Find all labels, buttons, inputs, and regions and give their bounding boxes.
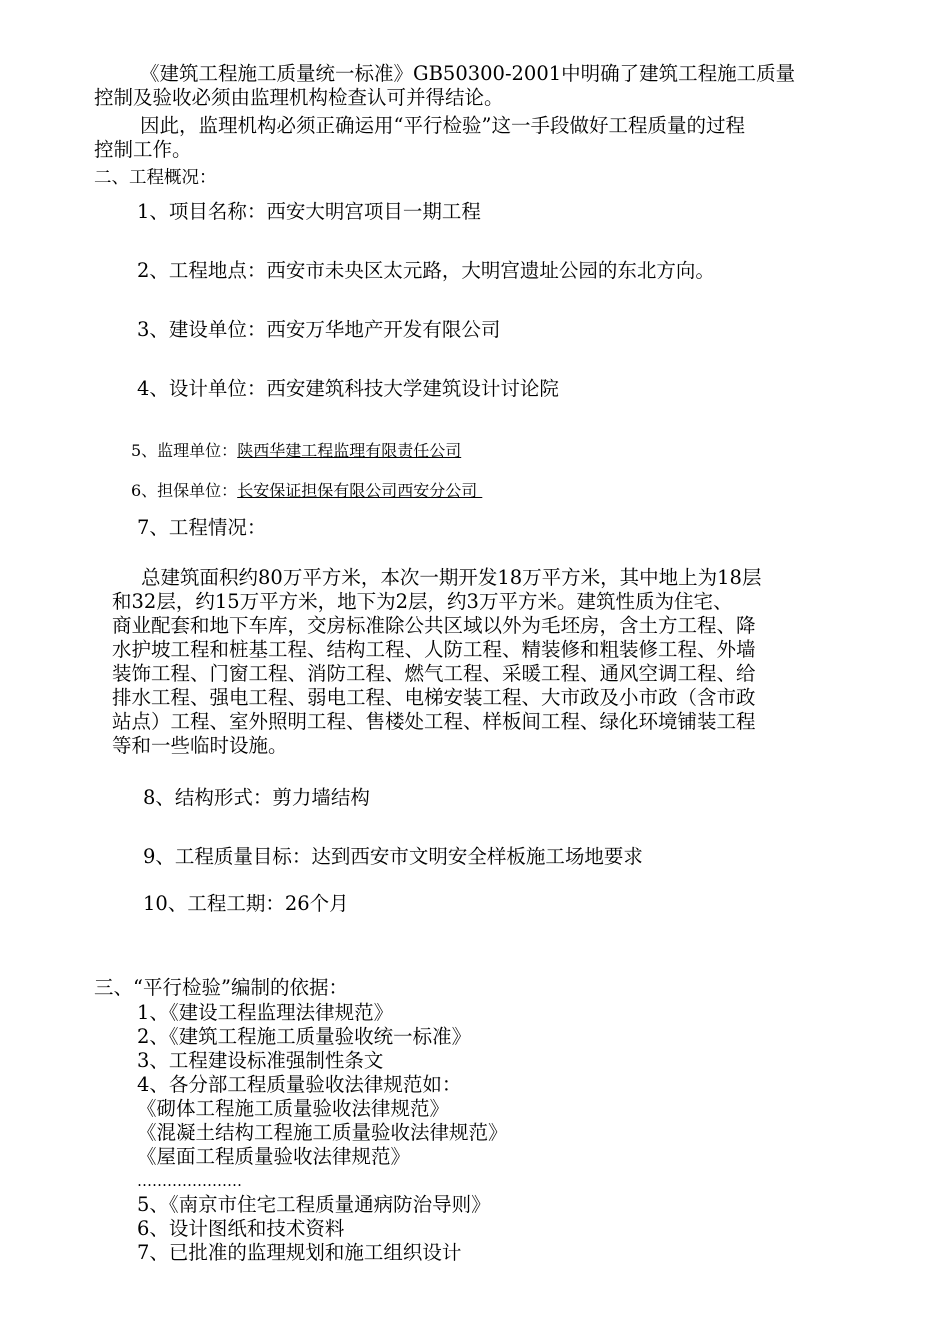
basis-item: 1、《建设工程监理法律规范》: [137, 1001, 394, 1024]
description-line: 站点）工程、室外照明工程、售楼处工程、样板间工程、绿化环境铺装工程: [112, 710, 756, 733]
overview-item-location: 2、工程地点：西安市未央区太元路，大明宫遗址公园的东北方向。: [137, 259, 715, 282]
section-heading-overview: 二、工程概况：: [94, 168, 217, 188]
description-line: 和32层，约15万平方米，地下为2层，约3万平方米。建筑性质为住宅、: [112, 590, 733, 613]
guarantor-value: 长安保证担保有限公司西安分公司: [237, 481, 483, 500]
basis-sub-item: 《砌体工程施工质量验收法律规范》: [137, 1097, 450, 1120]
overview-item-designer: 4、设计单位：西安建筑科技大学建筑设计讨论院: [137, 377, 559, 400]
intro-paragraph-1: [94, 62, 795, 110]
overview-item-quality-target: 9、工程质量目标：达到西安市文明安全样板施工场地要求: [143, 845, 643, 868]
description-line: 装饰工程、门窗工程、消防工程、燃气工程、采暖工程、通风空调工程、给: [112, 662, 756, 685]
project-description: [112, 566, 761, 758]
overview-item-guarantor: [131, 479, 482, 503]
description-line: 商业配套和地下车库，交房标准除公共区域以外为毛坯房，含土方工程、降: [112, 614, 756, 637]
description-line: 排水工程、强电工程、弱电工程、电梯安装工程、大市政及小市政（含市政: [112, 686, 756, 709]
basis-item: 4、各分部工程质量验收法律规范如：: [137, 1073, 462, 1096]
basis-item: 2、《建筑工程施工质量验收统一标准》: [137, 1025, 472, 1048]
supervisor-value: 陕西华建工程监理有限责任公司: [237, 441, 462, 460]
overview-item-project-status: 7、工程情况：: [137, 516, 267, 539]
section-heading-basis: 三、“平行检验”编制的依据：: [94, 976, 348, 999]
basis-item: 7、已批准的监理规划和施工组织设计: [137, 1241, 462, 1264]
overview-item-owner: 3、建设单位：西安万华地产开发有限公司: [137, 318, 501, 341]
basis-sub-item: 《屋面工程质量验收法律规范》: [137, 1145, 411, 1168]
basis-item: 6、设计图纸和技术资料: [137, 1217, 345, 1240]
intro-p2-line2: 控制工作。: [94, 138, 192, 161]
basis-sub-item: 《混凝土结构工程施工质量验收法律规范》: [137, 1121, 508, 1144]
basis-item: 5、《南京市住宅工程质量通病防治导则》: [137, 1193, 491, 1216]
intro-p1-line1: 《建筑工程施工质量统一标准》GB50300-2001中明确了建筑工程施工质量: [140, 62, 796, 85]
description-line: 等和一些临时设施。: [112, 734, 288, 757]
description-line: 水护坡工程和桩基工程、结构工程、人防工程、精装修和粗装修工程、外墙: [112, 638, 756, 661]
description-line: 总建筑面积约80万平方米，本次一期开发18万平方米，其中地上为18层: [141, 566, 762, 589]
intro-p2-line1: 因此，监理机构必须正确运用“平行检验”这一手段做好工程质量的过程: [140, 114, 745, 137]
basis-ellipsis: …………………: [137, 1172, 242, 1190]
guarantor-label: 6、担保单位：: [131, 481, 238, 500]
basis-list: [137, 1001, 508, 1265]
overview-item-duration: 10、工程工期：26个月: [143, 892, 349, 915]
basis-item: 3、工程建设标准强制性条文: [137, 1049, 384, 1072]
overview-item-supervisor: [131, 439, 461, 463]
supervisor-label: 5、监理单位：: [131, 441, 238, 460]
intro-p1-line2: 控制及验收必须由监理机构检查认可并得结论。: [94, 86, 504, 109]
intro-paragraph-2: [94, 114, 745, 162]
overview-item-structure: 8、结构形式：剪力墙结构: [143, 786, 370, 809]
overview-item-project-name: 1、项目名称：西安大明宫项目一期工程: [137, 200, 481, 223]
